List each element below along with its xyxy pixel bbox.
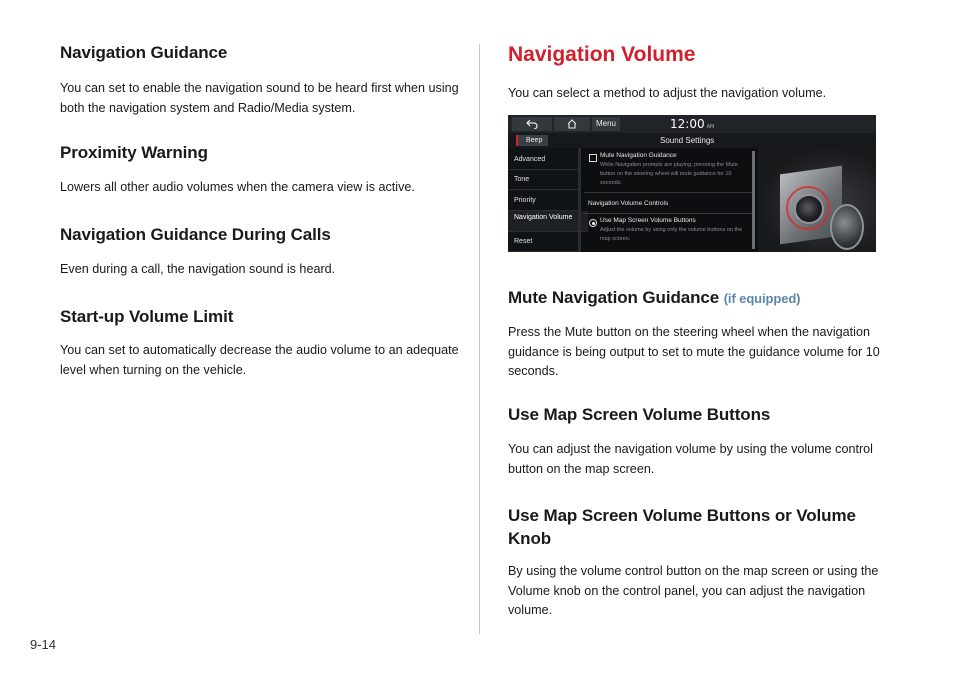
controls-title: Navigation Volume Controls bbox=[588, 200, 669, 207]
speaker-tweeter bbox=[830, 204, 864, 250]
heading-guidance-during-calls: Navigation Guidance During Calls bbox=[60, 225, 331, 244]
section-title: Navigation Volume bbox=[508, 43, 696, 66]
screen-sub-bar bbox=[508, 133, 876, 148]
speaker-cone bbox=[794, 194, 824, 224]
sidebar-accent bbox=[578, 148, 581, 252]
map-buttons-radio[interactable] bbox=[589, 219, 597, 227]
column-divider bbox=[479, 44, 480, 634]
screen-options bbox=[584, 148, 752, 252]
screen-sidebar bbox=[508, 148, 578, 252]
intro-text: You can select a method to adjust the navigation volume. bbox=[508, 86, 827, 100]
heading-startup-volume-limit: Start-up Volume Limit bbox=[60, 307, 234, 326]
heading-proximity-warning: Proximity Warning bbox=[60, 143, 208, 162]
heading-mute-text: Mute Navigation Guidance bbox=[508, 288, 720, 307]
heading-map-screen-buttons: Use Map Screen Volume Buttons bbox=[508, 405, 771, 424]
clock-time: 12:00 bbox=[670, 117, 705, 131]
speaker-icon bbox=[758, 148, 876, 252]
mute-option-title: Mute Navigation Guidance bbox=[600, 152, 677, 159]
map-buttons-title: Use Map Screen Volume Buttons bbox=[600, 217, 696, 224]
text-mute-navigation-guidance: Press the Mute button on the steering wheel when the navigation guidance is being output to set to mute the guidance volume for 10 seconds. bbox=[508, 325, 880, 378]
options-scrollbar[interactable] bbox=[752, 151, 755, 249]
sidebar-item-tone[interactable]: Tone bbox=[508, 170, 578, 190]
text-proximity-warning: Lowers all other audio volumes when the camera view is active. bbox=[60, 180, 415, 194]
mute-option-desc: While Navigation prompts are playing, pressing the Mute button on the steering wheel will mute guidance for 10 seconds. bbox=[600, 162, 738, 186]
option-separator-2 bbox=[584, 213, 752, 214]
clock-ampm: AM bbox=[706, 124, 715, 130]
menu-button[interactable]: Menu bbox=[592, 117, 620, 131]
text-startup-volume-limit: You can set to automatically decrease the audio volume to an adequate level when turning on the vehicle. bbox=[60, 343, 459, 377]
text-map-screen-buttons: You can adjust the navigation volume by using the volume control button on the map screen. bbox=[508, 442, 873, 476]
sidebar-item-reset[interactable]: Reset bbox=[508, 232, 578, 252]
sound-settings-title: Sound Settings bbox=[660, 136, 715, 145]
text-map-buttons-or-knob: By using the volume control button on the map screen or using the Volume knob on the control panel, you can adjust the navigation volume. bbox=[508, 564, 879, 617]
screen-top-bar bbox=[508, 115, 876, 133]
back-icon[interactable] bbox=[512, 117, 552, 131]
heading-map-buttons-or-knob: Use Map Screen Volume Buttons or Volume Knob bbox=[508, 506, 856, 548]
heading-navigation-guidance: Navigation Guidance bbox=[60, 43, 228, 62]
infotainment-screenshot bbox=[508, 115, 876, 252]
sidebar-item-navigation-volume[interactable]: Navigation Volume bbox=[508, 211, 588, 232]
map-buttons-desc: Adjust the volume by using only the volume buttons on the map screen. bbox=[600, 227, 743, 242]
sidebar-item-priority[interactable]: Priority bbox=[508, 191, 578, 211]
text-navigation-guidance: You can set to enable the navigation sound to be heard first when using both the navigation system and Radio/Media system. bbox=[60, 81, 459, 115]
heading-mute-navigation-guidance bbox=[508, 288, 908, 308]
option-separator bbox=[584, 192, 752, 193]
text-guidance-during-calls: Even during a call, the navigation sound is heard. bbox=[60, 262, 336, 276]
home-icon[interactable] bbox=[554, 117, 590, 131]
mute-checkbox[interactable] bbox=[589, 154, 597, 162]
tab-beep[interactable]: Beep bbox=[516, 135, 548, 146]
sidebar-item-advanced[interactable]: Advanced bbox=[508, 150, 578, 170]
if-equipped-note: (if equipped) bbox=[723, 291, 801, 306]
page-number: 9-14 bbox=[30, 637, 57, 652]
